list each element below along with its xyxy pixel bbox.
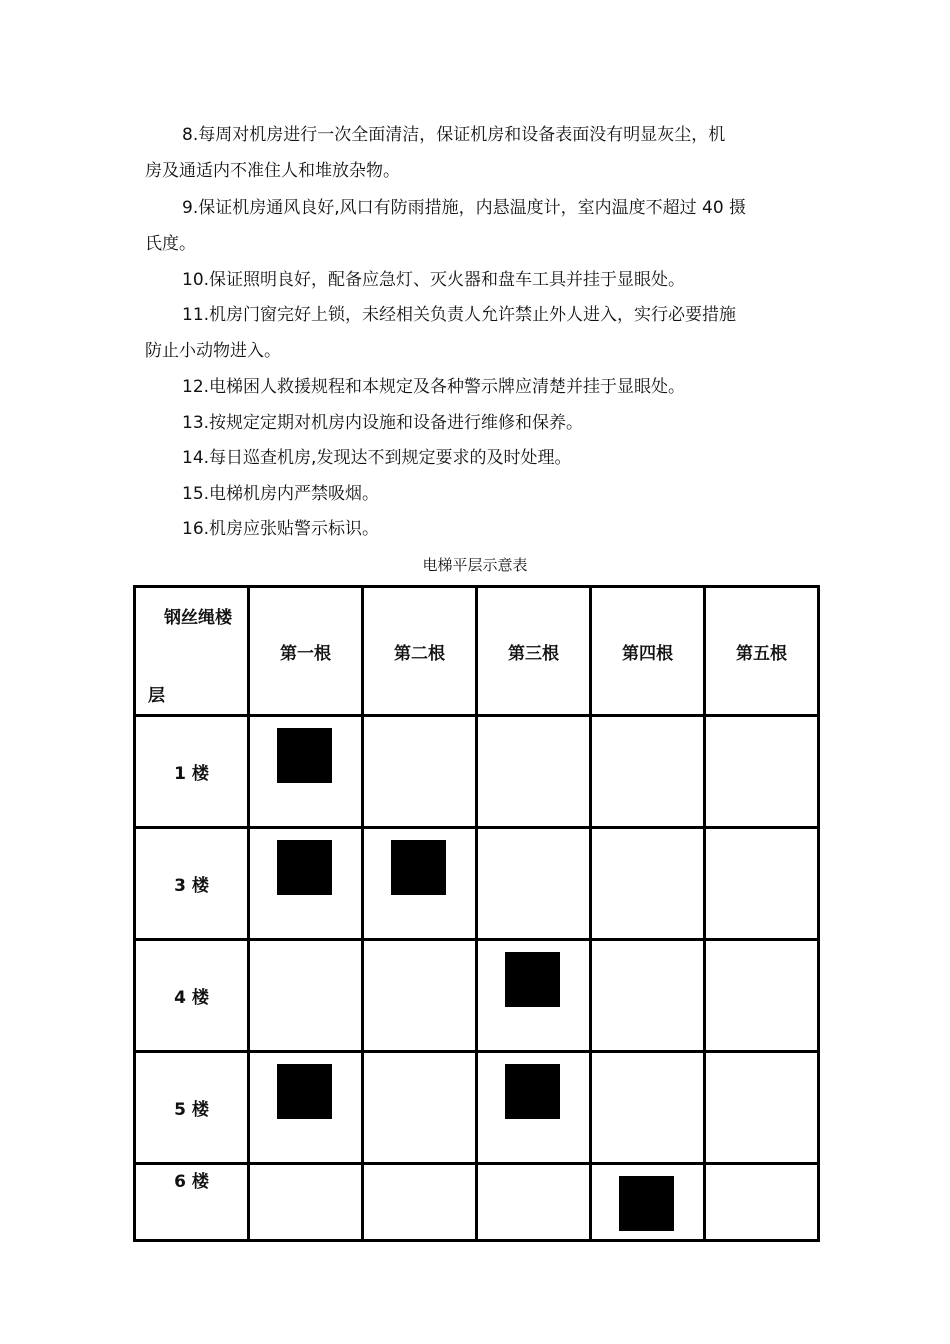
mark-cell bbox=[477, 1052, 591, 1164]
mark-cell bbox=[591, 940, 705, 1052]
floor-label-cell bbox=[135, 1164, 249, 1241]
paragraph-9-line-1: 9.保证机房通风良好,风口有防雨措施，内悬温度计，室内温度不超过 40 摄 bbox=[182, 198, 747, 218]
mark-cell bbox=[705, 1164, 819, 1241]
mark-cell bbox=[477, 940, 591, 1052]
mark-cell bbox=[249, 828, 363, 940]
marker-square bbox=[277, 840, 332, 895]
table-row bbox=[135, 716, 819, 828]
table-row bbox=[135, 1052, 819, 1164]
paragraph-11-line-2: 防止小动物进入。 bbox=[145, 341, 281, 361]
column-header-5: 第五根 bbox=[705, 587, 819, 716]
marker-square bbox=[277, 728, 332, 783]
floor-label: 3 楼 bbox=[135, 828, 249, 940]
mark-cell bbox=[477, 828, 591, 940]
paragraph-11 bbox=[145, 297, 805, 369]
paragraph-8-line-1: 8.每周对机房进行一次全面清洁，保证机房和设备表面没有明显灰尘，机 bbox=[182, 125, 726, 145]
column-header-3: 第三根 bbox=[477, 587, 591, 716]
mark-cell bbox=[705, 828, 819, 940]
paragraph-15-line-1: 15.电梯机房内严禁吸烟。 bbox=[182, 484, 380, 504]
mark-cell bbox=[249, 716, 363, 828]
mark-cell bbox=[363, 1164, 477, 1241]
mark-cell bbox=[477, 1164, 591, 1241]
corner-header-line-1: 钢丝绳楼 bbox=[164, 608, 232, 628]
marker-square bbox=[505, 952, 560, 1007]
floor-label: 5 楼 bbox=[135, 1052, 249, 1164]
column-header-2: 第二根 bbox=[363, 587, 477, 716]
paragraph-9 bbox=[145, 190, 805, 262]
corner-header-cell bbox=[135, 587, 249, 716]
paragraph-8 bbox=[145, 117, 805, 189]
mark-cell bbox=[363, 716, 477, 828]
mark-cell bbox=[591, 1164, 705, 1241]
floor-label: 1 楼 bbox=[135, 716, 249, 828]
mark-cell bbox=[249, 1052, 363, 1164]
paragraph-14 bbox=[145, 440, 805, 476]
paragraph-16-line-1: 16.机房应张贴警示标识。 bbox=[182, 519, 380, 539]
floor-label: 6 楼 bbox=[174, 1172, 209, 1192]
marker-square bbox=[391, 840, 446, 895]
mark-cell bbox=[705, 1052, 819, 1164]
mark-cell bbox=[363, 940, 477, 1052]
column-header-1: 第一根 bbox=[249, 587, 363, 716]
mark-cell bbox=[363, 828, 477, 940]
mark-cell bbox=[249, 1164, 363, 1241]
paragraph-9-line-2: 氏度。 bbox=[145, 234, 196, 254]
column-header-4: 第四根 bbox=[591, 587, 705, 716]
table-header-row bbox=[135, 587, 819, 716]
corner-header-line-2: 层 bbox=[148, 686, 165, 706]
marker-square bbox=[277, 1064, 332, 1119]
table-row bbox=[135, 940, 819, 1052]
floor-label: 4 楼 bbox=[135, 940, 249, 1052]
paragraph-13 bbox=[145, 405, 805, 441]
mark-cell bbox=[705, 940, 819, 1052]
paragraph-14-line-1: 14.每日巡查机房,发现达不到规定要求的及时处理。 bbox=[182, 448, 572, 468]
mark-cell bbox=[591, 1052, 705, 1164]
table-caption: 电梯平层示意表 bbox=[422, 556, 528, 574]
mark-cell bbox=[249, 940, 363, 1052]
marker-square bbox=[619, 1176, 674, 1231]
table-row bbox=[135, 1164, 819, 1241]
paragraph-8-line-2: 房及通适内不准住人和堆放杂物。 bbox=[145, 161, 400, 181]
mark-cell bbox=[363, 1052, 477, 1164]
paragraph-16 bbox=[145, 511, 805, 547]
mark-cell bbox=[591, 828, 705, 940]
paragraph-15 bbox=[145, 476, 805, 512]
paragraph-10-line-1: 10.保证照明良好，配备应急灯、灭火器和盘车工具并挂于显眼处。 bbox=[182, 270, 686, 290]
paragraph-12 bbox=[145, 369, 805, 405]
mark-cell bbox=[591, 716, 705, 828]
floor-level-table bbox=[133, 585, 820, 1242]
mark-cell bbox=[705, 716, 819, 828]
mark-cell bbox=[477, 716, 591, 828]
paragraph-12-line-1: 12.电梯困人救援规程和本规定及各种警示牌应清楚并挂于显眼处。 bbox=[182, 377, 686, 397]
paragraph-10 bbox=[145, 262, 805, 298]
marker-square bbox=[505, 1064, 560, 1119]
table-row bbox=[135, 828, 819, 940]
paragraph-11-line-1: 11.机房门窗完好上锁，未经相关负责人允许禁止外人进入，实行必要措施 bbox=[182, 305, 737, 325]
paragraph-13-line-1: 13.按规定定期对机房内设施和设备进行维修和保养。 bbox=[182, 413, 584, 433]
